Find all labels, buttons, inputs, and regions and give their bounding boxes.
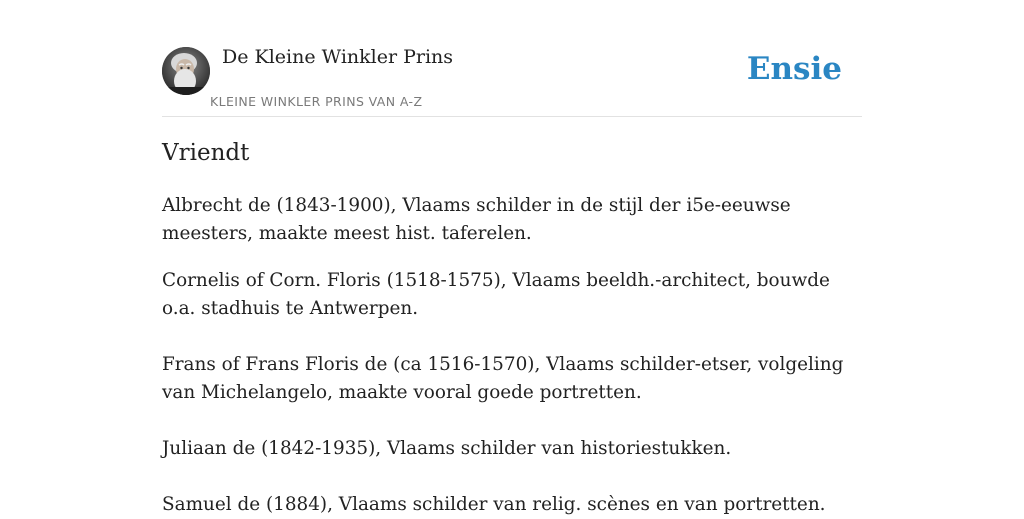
site-header xyxy=(162,0,862,117)
avatar-portrait-icon xyxy=(162,47,210,95)
entry-paragraph: Frans of Frans Floris de (ca 1516-1570), Vlaams schilder-etser, volgeling van Michelangelo, maakte vooral goede portretten. xyxy=(162,354,844,403)
page-container xyxy=(162,0,862,515)
ensie-logo[interactable]: Ensie xyxy=(746,51,842,87)
entry-paragraph: Samuel de (1884), Vlaams schilder van relig. scènes en van portretten. xyxy=(162,494,826,515)
entry-paragraph: Albrecht de (1843-1900), Vlaams schilder in de stijl der i5e-eeuwse meesters, maakte meest hist. taferelen. xyxy=(162,195,791,244)
entry-paragraph: Juliaan de (1842-1935), Vlaams schilder van historiestukken. xyxy=(162,438,732,459)
entry-paragraph: Cornelis of Corn. Floris (1518-1575), Vlaams beeldh.-architect, bouwde o.a. stadhuis te Antwerpen. xyxy=(162,270,830,319)
entry-title: Vriendt xyxy=(162,140,250,166)
author-avatar[interactable] xyxy=(162,47,210,95)
site-subtitle[interactable]: KLEINE WINKLER PRINS VAN A-Z xyxy=(210,94,423,109)
site-title[interactable]: De Kleine Winkler Prins xyxy=(222,46,454,68)
